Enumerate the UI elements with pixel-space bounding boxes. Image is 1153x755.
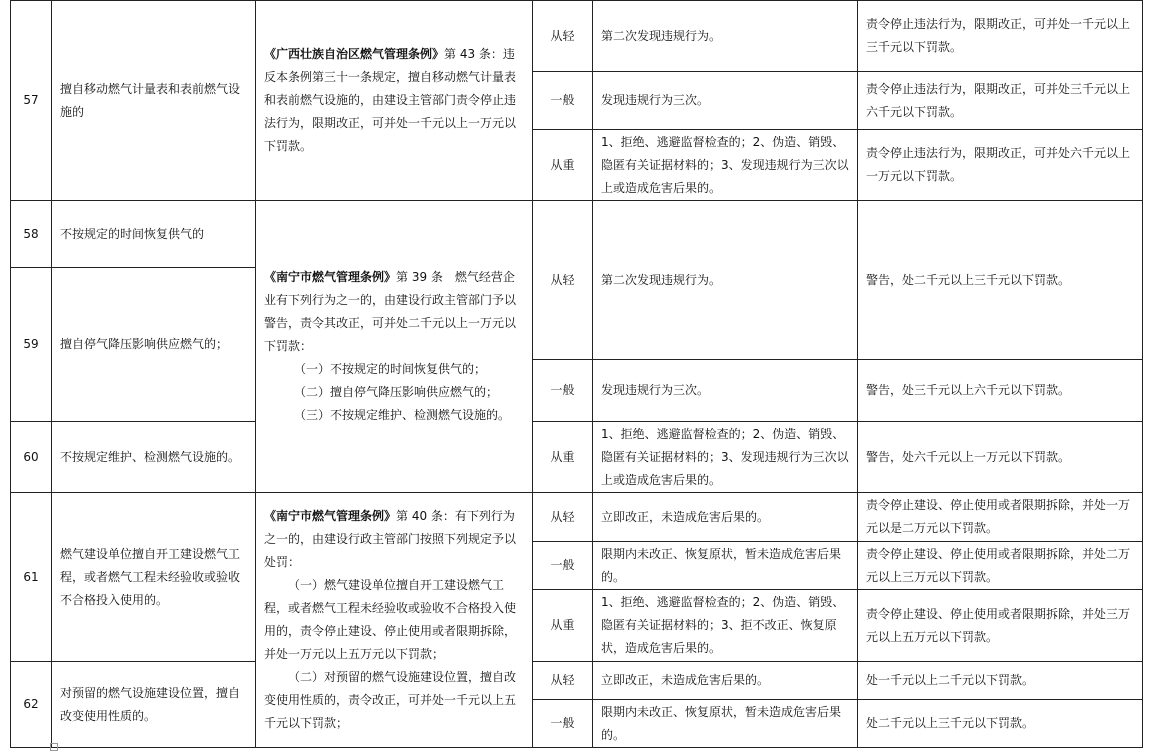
- table-row: [11, 662, 1143, 700]
- circumstance: 发现违规行为三次。: [593, 360, 858, 422]
- row-number: 57: [11, 1, 52, 201]
- circumstance: 立即改正，未造成危害后果的。: [593, 493, 858, 542]
- legal-basis: [256, 493, 533, 748]
- penalty-standard: 责令停止违法行为，限期改正，可并处六千元以上一万元以下罚款。: [858, 130, 1143, 201]
- circumstance: 1、拒绝、逃避监督检查的；2、伪造、销毁、隐匿有关证据材料的；3、发现违规行为三次以上或造成危害后果的。: [593, 422, 858, 493]
- circumstance: 第二次发现违规行为。: [593, 1, 858, 72]
- discretion-level: 从重: [533, 130, 593, 201]
- discretion-level: 从轻: [533, 201, 593, 360]
- law-title: 《南宁市燃气管理条例》: [264, 509, 397, 523]
- table-row: [11, 1, 1143, 72]
- violation-behavior: 对预留的燃气设施建设位置，擅自改变使用性质的。: [52, 662, 256, 748]
- penalty-standard: 责令停止违法行为，限期改正，可并处一千元以上三千元以下罚款。: [858, 1, 1143, 72]
- table-row: [11, 201, 1143, 268]
- legal-basis: [256, 1, 533, 201]
- table-row: [11, 422, 1143, 493]
- penalty-standard: 责令停止违法行为，限期改正，可并处三千元以上六千元以下罚款。: [858, 72, 1143, 130]
- penalty-standard: 责令停止建设、停止使用或者限期拆除，并处三万元以上五万元以下罚款。: [858, 590, 1143, 662]
- discretion-level: 从重: [533, 422, 593, 493]
- discretion-level: 一般: [533, 700, 593, 748]
- violation-behavior: 不按规定维护、检测燃气设施的。: [52, 422, 256, 493]
- law-text: 第 39 条 燃气经营企业有下列行为之一的，由建设行政主管部门予以警告，责令其改正，可并处二千元以上一万元以下罚款：: [264, 270, 517, 353]
- law-item: （三）不按规定维护、检测燃气设施的。: [294, 408, 511, 422]
- violation-behavior: 擅自停气降压影响供应燃气的；: [52, 268, 256, 422]
- violation-behavior: 擅自移动燃气计量表和表前燃气设施的: [52, 1, 256, 201]
- circumstance: 1、拒绝、逃避监督检查的；2、伪造、销毁、隐匿有关证据材料的；3、发现违规行为三次以上或造成危害后果的。: [593, 130, 858, 201]
- penalty-standard: 警告，处六千元以上一万元以下罚款。: [858, 422, 1143, 493]
- row-number: 61: [11, 493, 52, 662]
- discretion-level: 一般: [533, 542, 593, 590]
- table-row: [11, 493, 1143, 542]
- violation-behavior: 燃气建设单位擅自开工建设燃气工程，或者燃气工程未经验收或验收不合格投入使用的。: [52, 493, 256, 662]
- penalty-standard: 责令停止建设、停止使用或者限期拆除，并处二万元以上三万元以下罚款。: [858, 542, 1143, 590]
- discretion-level: 一般: [533, 360, 593, 422]
- penalty-standard: 处一千元以上二千元以下罚款。: [858, 662, 1143, 700]
- circumstance: 发现违规行为三次。: [593, 72, 858, 130]
- paragraph-marker: [50, 743, 58, 751]
- penalty-standard: 责令停止建设、停止使用或者限期拆除，并处一万元以是二万元以下罚款。: [858, 493, 1143, 542]
- penalty-standard: 处二千元以上三千元以下罚款。: [858, 700, 1143, 748]
- legal-basis: [256, 201, 533, 493]
- law-item: （一）不按规定的时间恢复供气的；: [294, 362, 487, 376]
- discretion-level: 一般: [533, 72, 593, 130]
- circumstance: 1、拒绝、逃避监督检查的；2、伪造、销毁、隐匿有关证据材料的；3、拒不改正、恢复原状，造成危害后果的。: [593, 590, 858, 662]
- discretion-level: 从重: [533, 590, 593, 662]
- row-number: 62: [11, 662, 52, 748]
- law-paragraph: （二）对预留的燃气设施建设位置，擅自改变使用性质的，责令改正，可并处一千元以上五千元以下罚款；: [264, 670, 517, 730]
- row-number: 60: [11, 422, 52, 493]
- circumstance: 第二次发现违规行为。: [593, 201, 858, 360]
- law-title: 《广西壮族自治区燃气管理条例》: [264, 47, 445, 61]
- circumstance: 限期内未改正、恢复原状，暂未造成危害后果的。: [593, 542, 858, 590]
- law-text: 第 43 条：违反本条例第三十一条规定，擅自移动燃气计量表和表前燃气设施的，由建设主管部门责令停止违法行为，限期改正，可并处一千元以上一万元以下罚款。: [264, 47, 517, 153]
- discretion-level: 从轻: [533, 493, 593, 542]
- penalty-standard-table: [10, 0, 1143, 748]
- circumstance: 立即改正，未造成危害后果的。: [593, 662, 858, 700]
- law-title: 《南宁市燃气管理条例》: [264, 270, 397, 284]
- circumstance: 限期内未改正、恢复原状，暂未造成危害后果的。: [593, 700, 858, 748]
- discretion-level: 从轻: [533, 662, 593, 700]
- penalty-standard: 警告，处三千元以上六千元以下罚款。: [858, 360, 1143, 422]
- law-text: 第 40 条：有下列行为之一的，由建设行政主管部门按照下列规定予以处罚：: [264, 509, 517, 569]
- discretion-level: 从轻: [533, 1, 593, 72]
- law-paragraph: （一）燃气建设单位擅自开工建设燃气工程，或者燃气工程未经验收或验收不合格投入使用的，责令停止建设、停止使用或者限期拆除，并处一万元以上五万元以下罚款；: [264, 578, 517, 661]
- row-number: 59: [11, 268, 52, 422]
- penalty-standard: 警告，处二千元以上三千元以下罚款。: [858, 201, 1143, 360]
- row-number: 58: [11, 201, 52, 268]
- law-item: （二）擅自停气降压影响供应燃气的；: [294, 385, 499, 399]
- violation-behavior: 不按规定的时间恢复供气的: [52, 201, 256, 268]
